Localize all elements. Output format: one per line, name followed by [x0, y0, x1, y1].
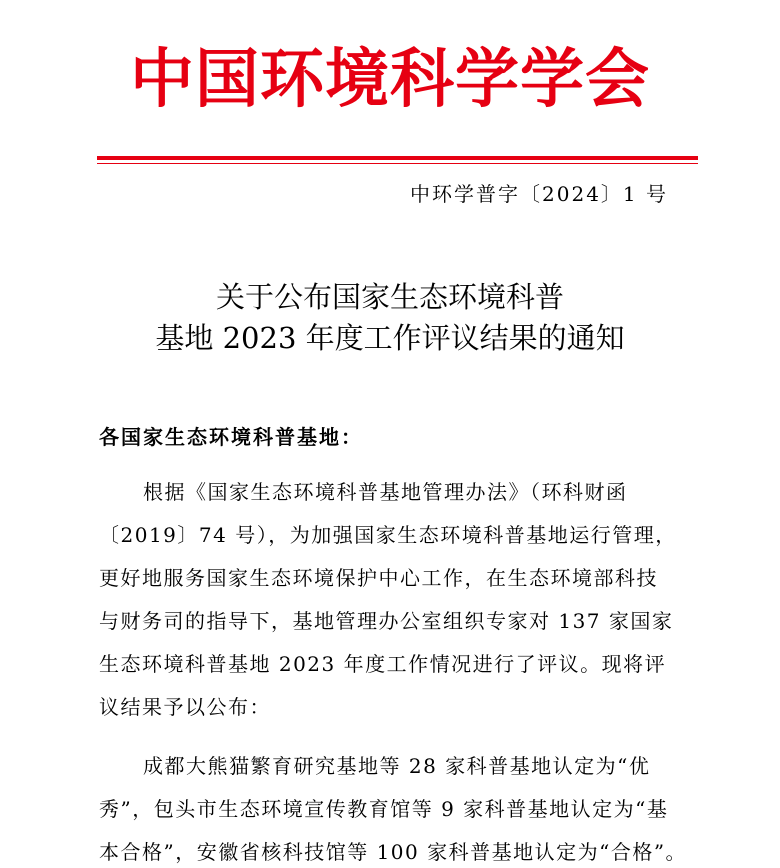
red-divider-thick	[97, 156, 698, 160]
body-line: 〔2019〕74 号），为加强国家生态环境科普基地运行管理，	[99, 523, 677, 547]
body-line: 更好地服务国家生态环境保护中心工作，在生态环境部科技	[99, 566, 658, 590]
notice-title-line-2: 基地 2023 年度工作评议结果的通知	[155, 321, 625, 355]
body-line: 本合格”，安徽省核科技馆等 100 家科普基地认定为“合格”。	[99, 840, 688, 864]
body-line: 秀”，包头市生态环境宣传教育馆等 9 家科普基地认定为“基	[99, 797, 669, 821]
salutation: 各国家生态环境科普基地：	[99, 425, 363, 449]
masthead-title: 中国环境科学学会	[130, 42, 650, 117]
body-line: 成都大熊猫繁育研究基地等 28 家科普基地认定为“优	[143, 754, 651, 778]
notice-title-line-1: 关于公布国家生态环境科普	[215, 280, 564, 314]
red-divider-thin	[97, 163, 698, 164]
body-line: 与财务司的指导下，基地管理办公室组织专家对 137 家国家	[99, 609, 674, 633]
document-number: 中环学普字〔2024〕1 号	[410, 182, 668, 206]
body-line: 根据《国家生态环境科普基地管理办法》（环科财函	[143, 480, 628, 504]
body-line: 议结果予以公布：	[99, 695, 271, 719]
body-line: 生态环境科普基地 2023 年度工作情况进行了评议。现将评	[99, 652, 667, 676]
